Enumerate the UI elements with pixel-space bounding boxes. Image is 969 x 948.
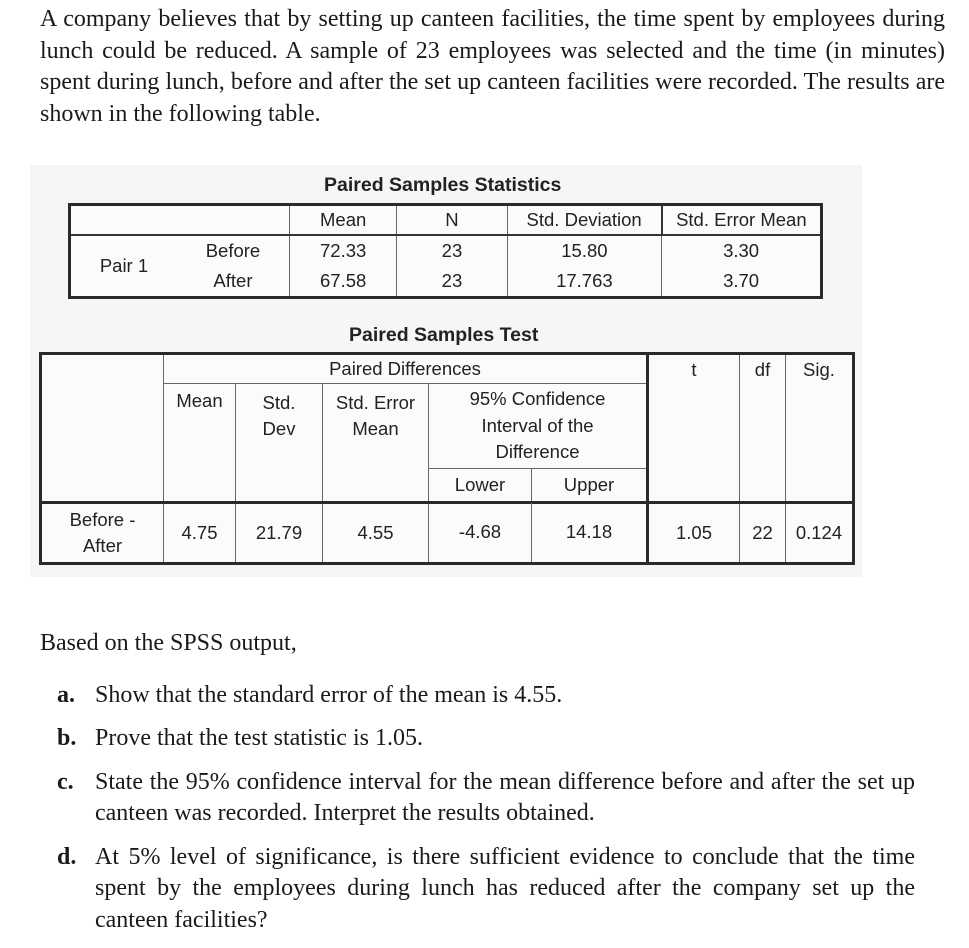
stats-header-sd: Std. Deviation bbox=[507, 205, 662, 236]
test-header-std-error bbox=[323, 384, 429, 503]
test-header-df: df bbox=[740, 354, 786, 503]
test-header-mean: Mean bbox=[164, 384, 236, 503]
stats-cell-sd: 15.80 bbox=[507, 235, 662, 266]
stats-header-row bbox=[70, 205, 822, 236]
test-header-se-line2: Mean bbox=[352, 418, 399, 439]
test-header-std-line1: Std. bbox=[262, 392, 296, 413]
test-header-ci bbox=[429, 384, 648, 469]
question-part-label: d. bbox=[57, 843, 77, 870]
test-header-sig: Sig. bbox=[786, 354, 854, 503]
stats-table-title: Paired Samples Statistics bbox=[324, 174, 562, 196]
stats-row-label: Before bbox=[205, 240, 261, 261]
stats-header-empty bbox=[70, 205, 177, 236]
stats-cell-n: 23 bbox=[397, 266, 507, 298]
stats-cell-sd: 17.763 bbox=[507, 266, 662, 298]
test-header-se-line1: Std. Error bbox=[335, 392, 416, 413]
stats-header-n: N bbox=[397, 205, 507, 236]
question-intro-text: A company believes that by setting up canteen facilities, the time spent by employees during lunch could be reduced. A sample of 23 employees was selected and the time (in minutes) spent during lunch, before and after the set up canteen facilities were recorded. The results are shown in the following table. bbox=[40, 6, 945, 127]
test-header-paired-differences: Paired Differences bbox=[164, 354, 648, 384]
stats-row-after bbox=[70, 266, 822, 298]
question-part-text: Show that the standard error of the mean is 4.55. bbox=[95, 681, 563, 708]
test-cell-std-dev: 21.79 bbox=[236, 503, 323, 564]
stats-row-label: After bbox=[213, 270, 253, 291]
stats-pair-label: Pair 1 bbox=[99, 255, 149, 276]
stats-header-mean: Mean bbox=[289, 205, 396, 236]
test-table-title: Paired Samples Test bbox=[349, 324, 539, 346]
test-header-t: t bbox=[648, 354, 740, 503]
question-body bbox=[40, 628, 915, 948]
question-part bbox=[40, 680, 915, 712]
test-cell-mean: 4.75 bbox=[164, 503, 236, 564]
question-number bbox=[8, 4, 40, 36]
test-header-upper: Upper bbox=[532, 469, 648, 503]
stats-cell-se: 3.70 bbox=[662, 266, 822, 298]
test-header-lower: Lower bbox=[429, 469, 532, 503]
question-part-label: b. bbox=[57, 725, 77, 751]
test-header-ci-line3: Difference bbox=[495, 441, 580, 463]
question-part bbox=[40, 842, 915, 937]
question-part-label: a. bbox=[57, 681, 75, 708]
test-data-row bbox=[41, 503, 854, 564]
question-part-text: Prove that the test statistic is 1.05. bbox=[95, 725, 423, 751]
test-header-ci-line1: 95% Confidence bbox=[469, 388, 606, 410]
question-part bbox=[40, 723, 915, 755]
test-cell-std-error: 4.55 bbox=[323, 503, 429, 564]
test-row-label-line1: Before - bbox=[69, 509, 136, 530]
question-part-text: At 5% level of significance, is there sufficient evidence to conclude that the time spent by the employees during lunch has reduced after the company set up the canteen facilities? bbox=[95, 843, 915, 933]
question-intro bbox=[8, 4, 945, 130]
question-part-label: c. bbox=[57, 768, 74, 795]
test-row-label bbox=[41, 503, 164, 564]
test-header-ci-line2: Interval of the bbox=[481, 414, 594, 436]
stats-cell-mean: 72.33 bbox=[289, 235, 396, 266]
test-cell-upper: 14.18 bbox=[532, 503, 648, 564]
stats-cell-se: 3.30 bbox=[662, 235, 822, 266]
stats-header-empty-2 bbox=[177, 205, 289, 236]
paired-samples-test-table bbox=[39, 352, 855, 565]
paired-samples-statistics-table bbox=[68, 203, 823, 299]
test-cell-t: 1.05 bbox=[648, 503, 740, 564]
stats-row-before bbox=[70, 235, 822, 266]
question-lead: Based on the SPSS output, bbox=[40, 630, 297, 656]
question-part-text: State the 95% confidence interval for the mean difference before and after the set up canteen was recorded. Interpret the results obtained. bbox=[95, 768, 915, 826]
test-cell-lower: -4.68 bbox=[429, 503, 532, 564]
question-part bbox=[40, 767, 915, 830]
test-cell-sig: 0.124 bbox=[786, 503, 854, 564]
test-header-row-1 bbox=[41, 354, 854, 384]
test-header-std-dev bbox=[236, 384, 323, 503]
stats-cell-mean: 67.58 bbox=[289, 266, 396, 298]
question-parts-list bbox=[40, 680, 915, 937]
test-row-label-line2: After bbox=[82, 535, 123, 556]
stats-cell-n: 23 bbox=[397, 235, 507, 266]
stats-header-se: Std. Error Mean bbox=[662, 205, 822, 236]
test-cell-df: 22 bbox=[740, 503, 786, 564]
test-header-std-line2: Dev bbox=[262, 418, 296, 439]
test-header-empty bbox=[41, 354, 164, 503]
